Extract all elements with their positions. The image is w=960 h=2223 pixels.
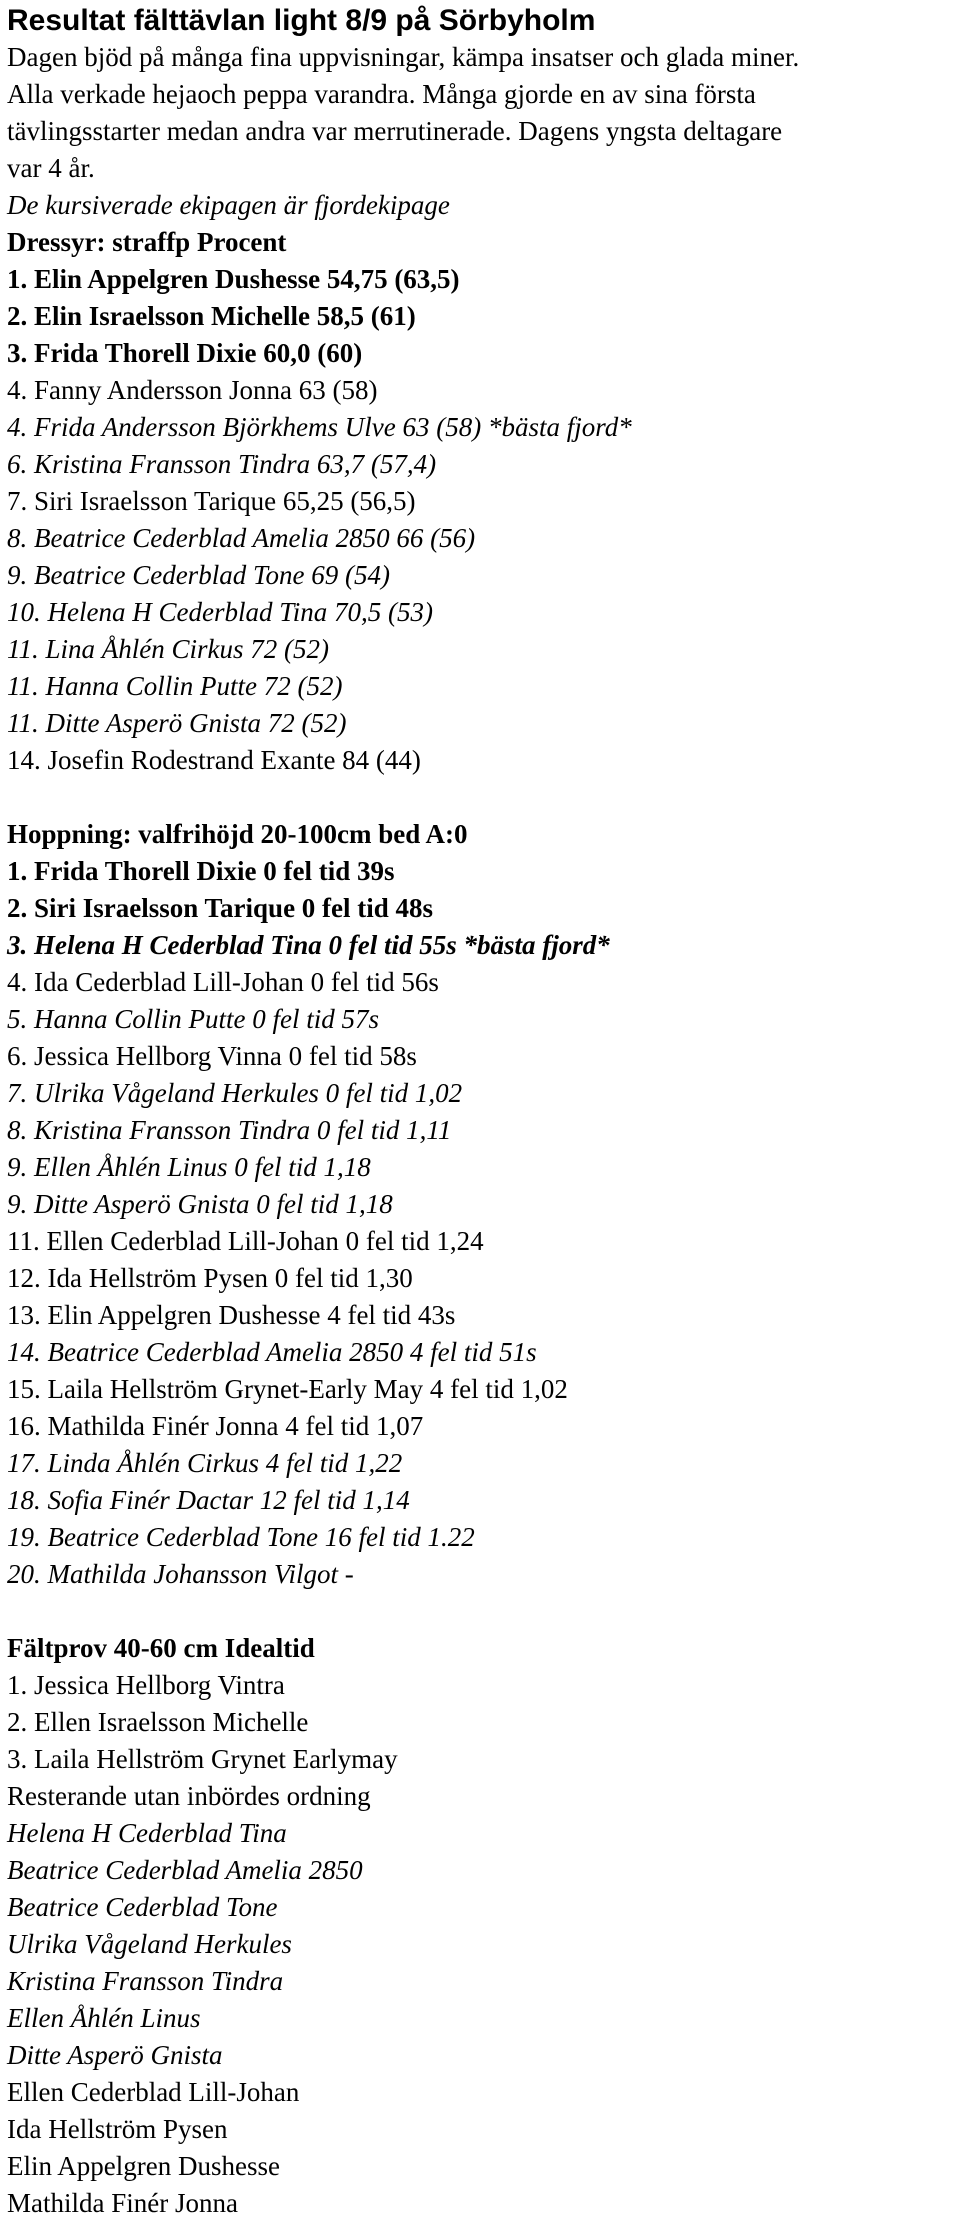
result-line: 2. Ellen Israelsson Michelle: [7, 1707, 309, 1737]
result-line: 4. Ida Cederblad Lill-Johan 0 fel tid 56s: [7, 967, 439, 997]
result-line: 1. Frida Thorell Dixie 0 fel tid 39s: [7, 856, 395, 886]
result-line: 8. Beatrice Cederblad Amelia 2850 66 (56): [7, 523, 476, 553]
result-line: 9. Ditte Asperö Gnista 0 fel tid 1,18: [7, 1189, 393, 1219]
result-line: Ulrika Vågeland Herkules: [7, 1929, 292, 1959]
result-line: 20. Mathilda Johansson Vilgot -: [7, 1559, 354, 1589]
result-line: 2. Siri Israelsson Tarique 0 fel tid 48s: [7, 893, 434, 923]
intro-line: Dagen bjöd på många fina uppvisningar, kämpa insatser och glada miner.: [7, 42, 800, 72]
result-line: 19. Beatrice Cederblad Tone 16 fel tid 1.22: [7, 1522, 475, 1552]
section-spacer: [7, 1593, 960, 1630]
faltprov-results: [7, 1667, 960, 2222]
intro-line: var 4 år.: [7, 153, 95, 183]
result-line: 1. Elin Appelgren Dushesse 54,75 (63,5): [7, 264, 460, 294]
result-line: Resterande utan inbördes ordning: [7, 1781, 371, 1811]
result-line: 9. Ellen Åhlén Linus 0 fel tid 1,18: [7, 1152, 371, 1182]
hoppning-section: [7, 816, 960, 1593]
intro-line: tävlingsstarter medan andra var merrutinerade. Dagens yngsta deltagare: [7, 116, 783, 146]
result-line: Ida Hellström Pysen: [7, 2114, 228, 2144]
result-line: 11. Ditte Asperö Gnista 72 (52): [7, 708, 347, 738]
result-line: 3. Helena H Cederblad Tina 0 fel tid 55s *bästa fjord*: [7, 930, 610, 960]
result-line: 18. Sofia Finér Dactar 12 fel tid 1,14: [7, 1485, 410, 1515]
italic-note: De kursiverade ekipagen är fjordekipage: [7, 190, 450, 220]
result-line: Mathilda Finér Jonna: [7, 2188, 238, 2218]
result-line: 6. Jessica Hellborg Vinna 0 fel tid 58s: [7, 1041, 417, 1071]
faltprov-heading: Fältprov 40-60 cm Idealtid: [7, 1633, 315, 1663]
result-line: 11. Ellen Cederblad Lill-Johan 0 fel tid 1,24: [7, 1226, 484, 1256]
result-line: 14. Josefin Rodestrand Exante 84 (44): [7, 745, 421, 775]
page-title: Resultat fälttävlan light 8/9 på Sörbyholm: [7, 4, 596, 37]
result-line: Ellen Cederblad Lill-Johan: [7, 2077, 300, 2107]
hoppning-heading: Hoppning: valfrihöjd 20-100cm bed A:0: [7, 819, 468, 849]
result-line: 2. Elin Israelsson Michelle 58,5 (61): [7, 301, 416, 331]
result-line: 17. Linda Åhlén Cirkus 4 fel tid 1,22: [7, 1448, 403, 1478]
result-line: 11. Hanna Collin Putte 72 (52): [7, 671, 343, 701]
result-line: 3. Frida Thorell Dixie 60,0 (60): [7, 338, 363, 368]
section-spacer: [7, 779, 960, 816]
intro-paragraph: [7, 39, 960, 187]
result-line: 11. Lina Åhlén Cirkus 72 (52): [7, 634, 329, 664]
result-line: 4. Fanny Andersson Jonna 63 (58): [7, 375, 378, 405]
result-line: 3. Laila Hellström Grynet Earlymay: [7, 1744, 398, 1774]
hoppning-results: [7, 853, 960, 1593]
result-line: 9. Beatrice Cederblad Tone 69 (54): [7, 560, 390, 590]
result-line: 5. Hanna Collin Putte 0 fel tid 57s: [7, 1004, 379, 1034]
result-line: Helena H Cederblad Tina: [7, 1818, 287, 1848]
result-line: 13. Elin Appelgren Dushesse 4 fel tid 43s: [7, 1300, 456, 1330]
faltprov-section: [7, 1630, 960, 2222]
result-line: 7. Siri Israelsson Tarique 65,25 (56,5): [7, 486, 416, 516]
result-line: 7. Ulrika Vågeland Herkules 0 fel tid 1,02: [7, 1078, 463, 1108]
intro-line: Alla verkade hejaoch peppa varandra. Många gjorde en av sina första: [7, 79, 756, 109]
result-line: 16. Mathilda Finér Jonna 4 fel tid 1,07: [7, 1411, 424, 1441]
result-line: 14. Beatrice Cederblad Amelia 2850 4 fel tid 51s: [7, 1337, 537, 1367]
result-line: Elin Appelgren Dushesse: [7, 2151, 280, 2181]
result-line: Beatrice Cederblad Tone: [7, 1892, 278, 1922]
result-line: 10. Helena H Cederblad Tina 70,5 (53): [7, 597, 433, 627]
dressyr-section: [7, 224, 960, 779]
result-line: Beatrice Cederblad Amelia 2850: [7, 1855, 363, 1885]
result-line: Ellen Åhlén Linus: [7, 2003, 201, 2033]
result-line: 6. Kristina Fransson Tindra 63,7 (57,4): [7, 449, 437, 479]
result-line: 4. Frida Andersson Björkhems Ulve 63 (58) *bästa fjord*: [7, 412, 632, 442]
result-line: Kristina Fransson Tindra: [7, 1966, 284, 1996]
result-line: 8. Kristina Fransson Tindra 0 fel tid 1,11: [7, 1115, 452, 1145]
dressyr-results: [7, 261, 960, 779]
result-line: 1. Jessica Hellborg Vintra: [7, 1670, 285, 1700]
result-line: 12. Ida Hellström Pysen 0 fel tid 1,30: [7, 1263, 413, 1293]
result-line: Ditte Asperö Gnista: [7, 2040, 223, 2070]
result-line: 15. Laila Hellström Grynet-Early May 4 fel tid 1,02: [7, 1374, 568, 1404]
dressyr-heading: Dressyr: straffp Procent: [7, 227, 287, 257]
